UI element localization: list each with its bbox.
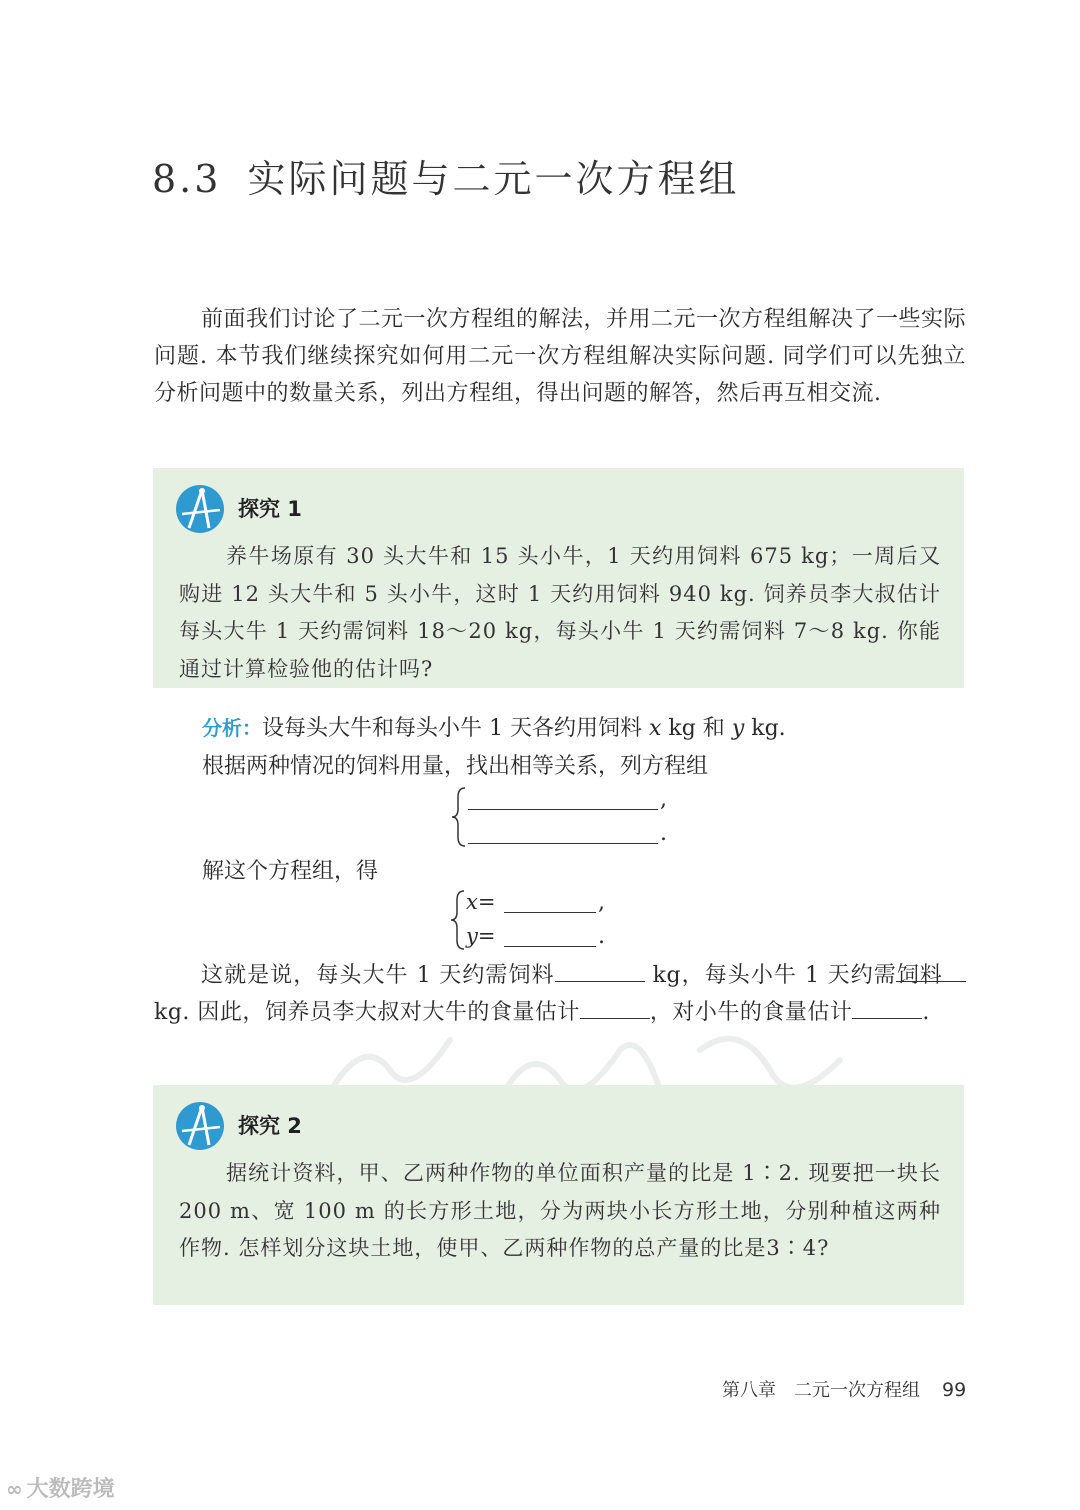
- inquiry-text-2: 据统计资料，甲、乙两种作物的单位面积产量的比是 1∶2. 现要把一块长 200 m、宽 100 m 的长方形土地，分为两块小长方形土地，分别种植这两种作物. 怎样划分这块土地，使甲、乙两种作物的总产量的比是3∶4?: [179, 1161, 941, 1260]
- chapter-label: 第八章 二元一次方程组: [722, 1380, 920, 1401]
- conclusion-text-3: kg. 因此，饲养员李大叔对大牛的食量估计: [154, 1000, 580, 1025]
- watermark-logo-icon: ∞: [6, 1477, 23, 1501]
- section-title: 实际问题与二元一次方程组: [247, 157, 740, 201]
- conclusion-text-1: 这就是说，每头大牛 1 天约需饲料: [201, 963, 555, 988]
- brace-icon: [450, 888, 466, 952]
- section-number: 8.3: [152, 157, 222, 201]
- inquiry-box-2: [153, 1085, 964, 1305]
- solution-x-blank[interactable]: [504, 890, 596, 913]
- solution-y-blank[interactable]: [504, 924, 596, 947]
- inquiry-title-1: 探究 1: [238, 497, 302, 521]
- analysis-text-a: 设每头大牛和每头小牛 1 天各约用饲料: [262, 716, 649, 741]
- solution-x-label: x=: [466, 890, 496, 914]
- solve-line: 解这个方程组，得: [202, 859, 379, 884]
- analysis-label: 分析：: [202, 716, 262, 740]
- analysis-text-c: kg.: [744, 716, 786, 741]
- equation-blank-2[interactable]: [468, 821, 658, 844]
- source-watermark: [6, 1472, 115, 1503]
- conclusion-text-5: .: [922, 1000, 930, 1025]
- page-footer: [722, 1376, 966, 1402]
- conclusion-blank-2[interactable]: [896, 959, 966, 982]
- equation-end-1: ,: [660, 787, 667, 812]
- inquiry-text-1: 养牛场原有 30 头大牛和 15 头小牛，1 天约用饲料 675 kg；一周后又购进 12 头大牛和 5 头小牛，这时 1 天约用饲料 940 kg. 饲养员李大叔估计每头大牛 1 天约需饲料 18～20 kg，每头小牛 1 天约需饲料 7～8 kg. 你能通过计算检验他的估计吗?: [179, 544, 941, 681]
- conclusion-text-4: ，对小牛的食量估计: [649, 1000, 853, 1025]
- equation-end-2: .: [660, 821, 667, 846]
- page-number: 99: [942, 1379, 967, 1401]
- solution-y-label: y=: [466, 924, 496, 948]
- watermark-text: 大数跨境: [26, 1477, 115, 1502]
- section-heading: [152, 148, 739, 203]
- conclusion-text-2: kg，每头小牛 1 天约需饲料: [644, 963, 943, 988]
- solution-system: [450, 888, 620, 952]
- conclusion-blank-1[interactable]: [555, 959, 645, 982]
- equation-blank-1[interactable]: [468, 787, 658, 810]
- compass-icon: [175, 484, 225, 534]
- inquiry-box-1: [153, 468, 964, 688]
- conclusion-blank-4[interactable]: [852, 996, 922, 1019]
- var-y: y: [731, 716, 745, 741]
- var-x: x: [648, 716, 662, 741]
- solution-end-1: ,: [598, 890, 605, 915]
- analysis-line: [202, 710, 786, 747]
- inquiry-title-2: 探究 2: [238, 1114, 302, 1138]
- intro-paragraph: 前面我们讨论了二元一次方程组的解法，并用二元一次方程组解决了一些实际问题. 本节我们继续探究如何用二元一次方程组解决实际问题. 同学们可以先独立分析问题中的数量关系，列出方程组，得出问题的解答，然后再互相交流.: [154, 307, 967, 406]
- compass-icon: [175, 1101, 225, 1151]
- analysis-line-2: 根据两种情况的饲料用量，找出相等关系，列方程组: [202, 754, 709, 779]
- analysis-text-b: kg 和: [661, 716, 732, 741]
- brace-icon: [450, 785, 468, 849]
- solution-end-2: .: [598, 924, 605, 949]
- equation-system: [450, 785, 680, 849]
